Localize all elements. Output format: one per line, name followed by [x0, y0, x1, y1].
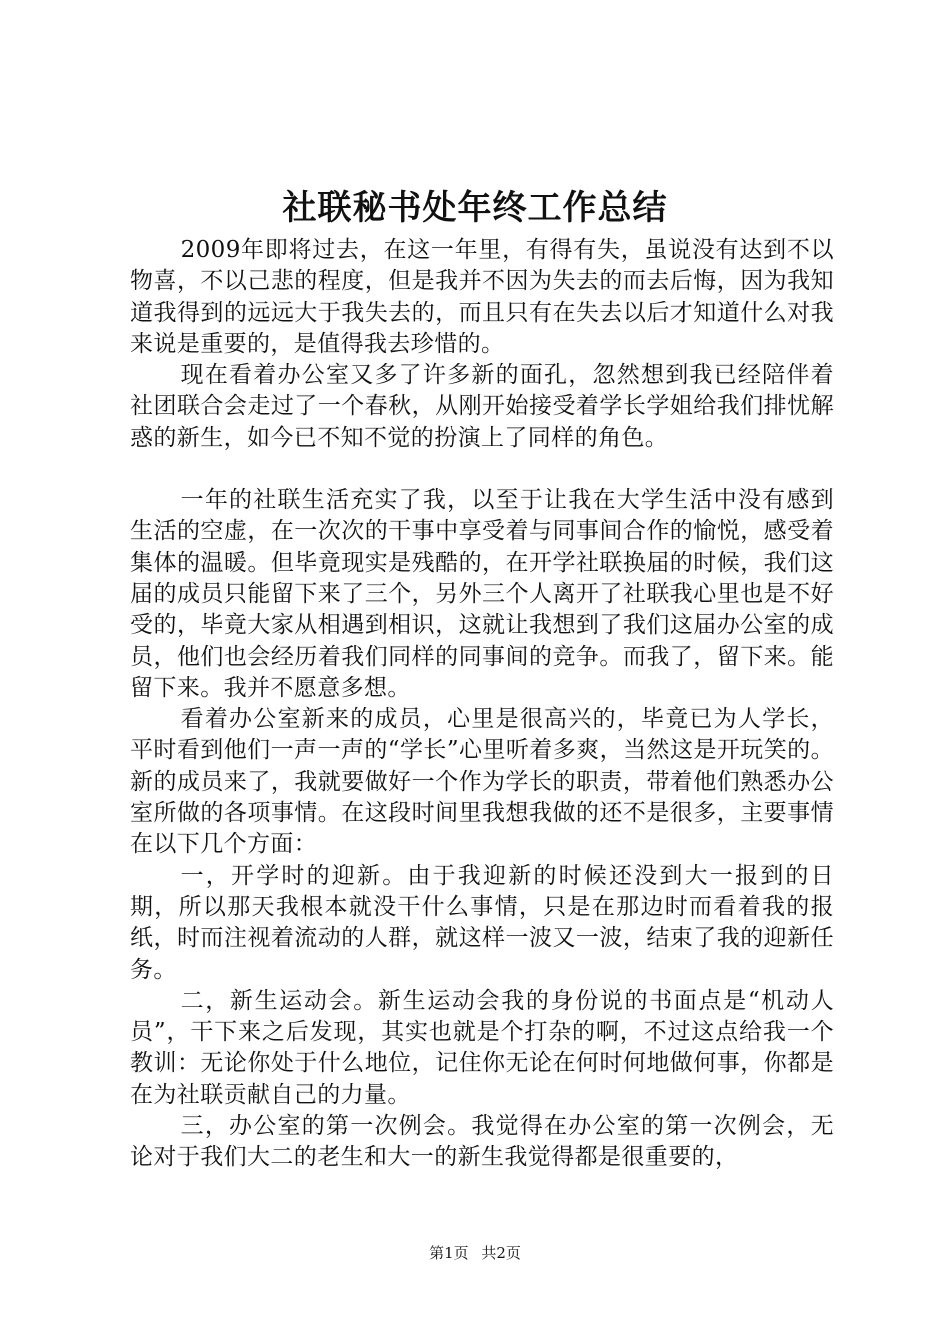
paragraph-6: 二，新生运动会。新生运动会我的身份说的书面点是“机动人员”，干下来之后发现，其实也就是个打杂的啊，不过这点给我一个教训：无论你处于什么地位，记住你无论在何时何地做何事，你都是在为社联贡献自己的力量。 — [130, 987, 834, 1108]
paragraph-5: 一，开学时的迎新。由于我迎新的时候还没到大一报到的日期，所以那天我根本就没干什么事情，只是在那边时而看着我的报纸，时而注视着流动的人群，就这样一波又一波，结束了我的迎新任务。 — [130, 862, 834, 983]
paragraph-2: 现在看着办公室又多了许多新的面孔，忽然想到我已经陪伴着社团联合会走过了一个春秋，从刚开始接受着学长学姐给我们排忧解惑的新生，如今已不知不觉的扮演上了同样的角色。 — [130, 362, 834, 451]
page-number: 第1页 — [429, 1244, 469, 1262]
paragraph-4: 看着办公室新来的成员，心里是很高兴的，毕竟已为人学长，平时看到他们一声一声的“学长”心里听着多爽，当然这是开玩笑的。新的成员来了，我就要做好一个作为学长的职责，带着他们熟悉办公室所做的各项事情。在这段时间里我想我做的还不是很多，主要事情在以下几个方面： — [130, 706, 834, 858]
paragraph-3: 一年的社联生活充实了我，以至于让我在大学生活中没有感到生活的空虚，在一次次的干事中享受着与同事间合作的愉悦，感受着集体的温暖。但毕竟现实是残酷的，在开学社联换届的时候，我们这届的成员只能留下来了三个，另外三个人离开了社联我心里也是不好受的，毕竟大家从相遇到相识，这就让我想到了我们这届办公室的成员，他们也会经历着我们同样的同事间的竞争。而我了，留下来。能留下来。我并不愿意多想。 — [130, 487, 834, 701]
page-footer — [0, 1243, 950, 1263]
document-title: 社联秘书处年终工作总结 — [282, 188, 668, 228]
document-body — [130, 235, 834, 1174]
paragraph-1: 2009年即将过去，在这一年里，有得有失，虽说没有达到不以物喜，不以己悲的程度，但是我并不因为失去的而去后悔，因为我知道我得到的远远大于我失去的，而且只有在失去以后才知道什么对我来说是重要的，是值得我去珍惜的。 — [130, 237, 834, 357]
page-total: 共2页 — [481, 1244, 521, 1262]
paragraph-7: 三，办公室的第一次例会。我觉得在办公室的第一次例会，无论对于我们大二的老生和大一的新生我觉得都是很重要的， — [130, 1113, 834, 1171]
